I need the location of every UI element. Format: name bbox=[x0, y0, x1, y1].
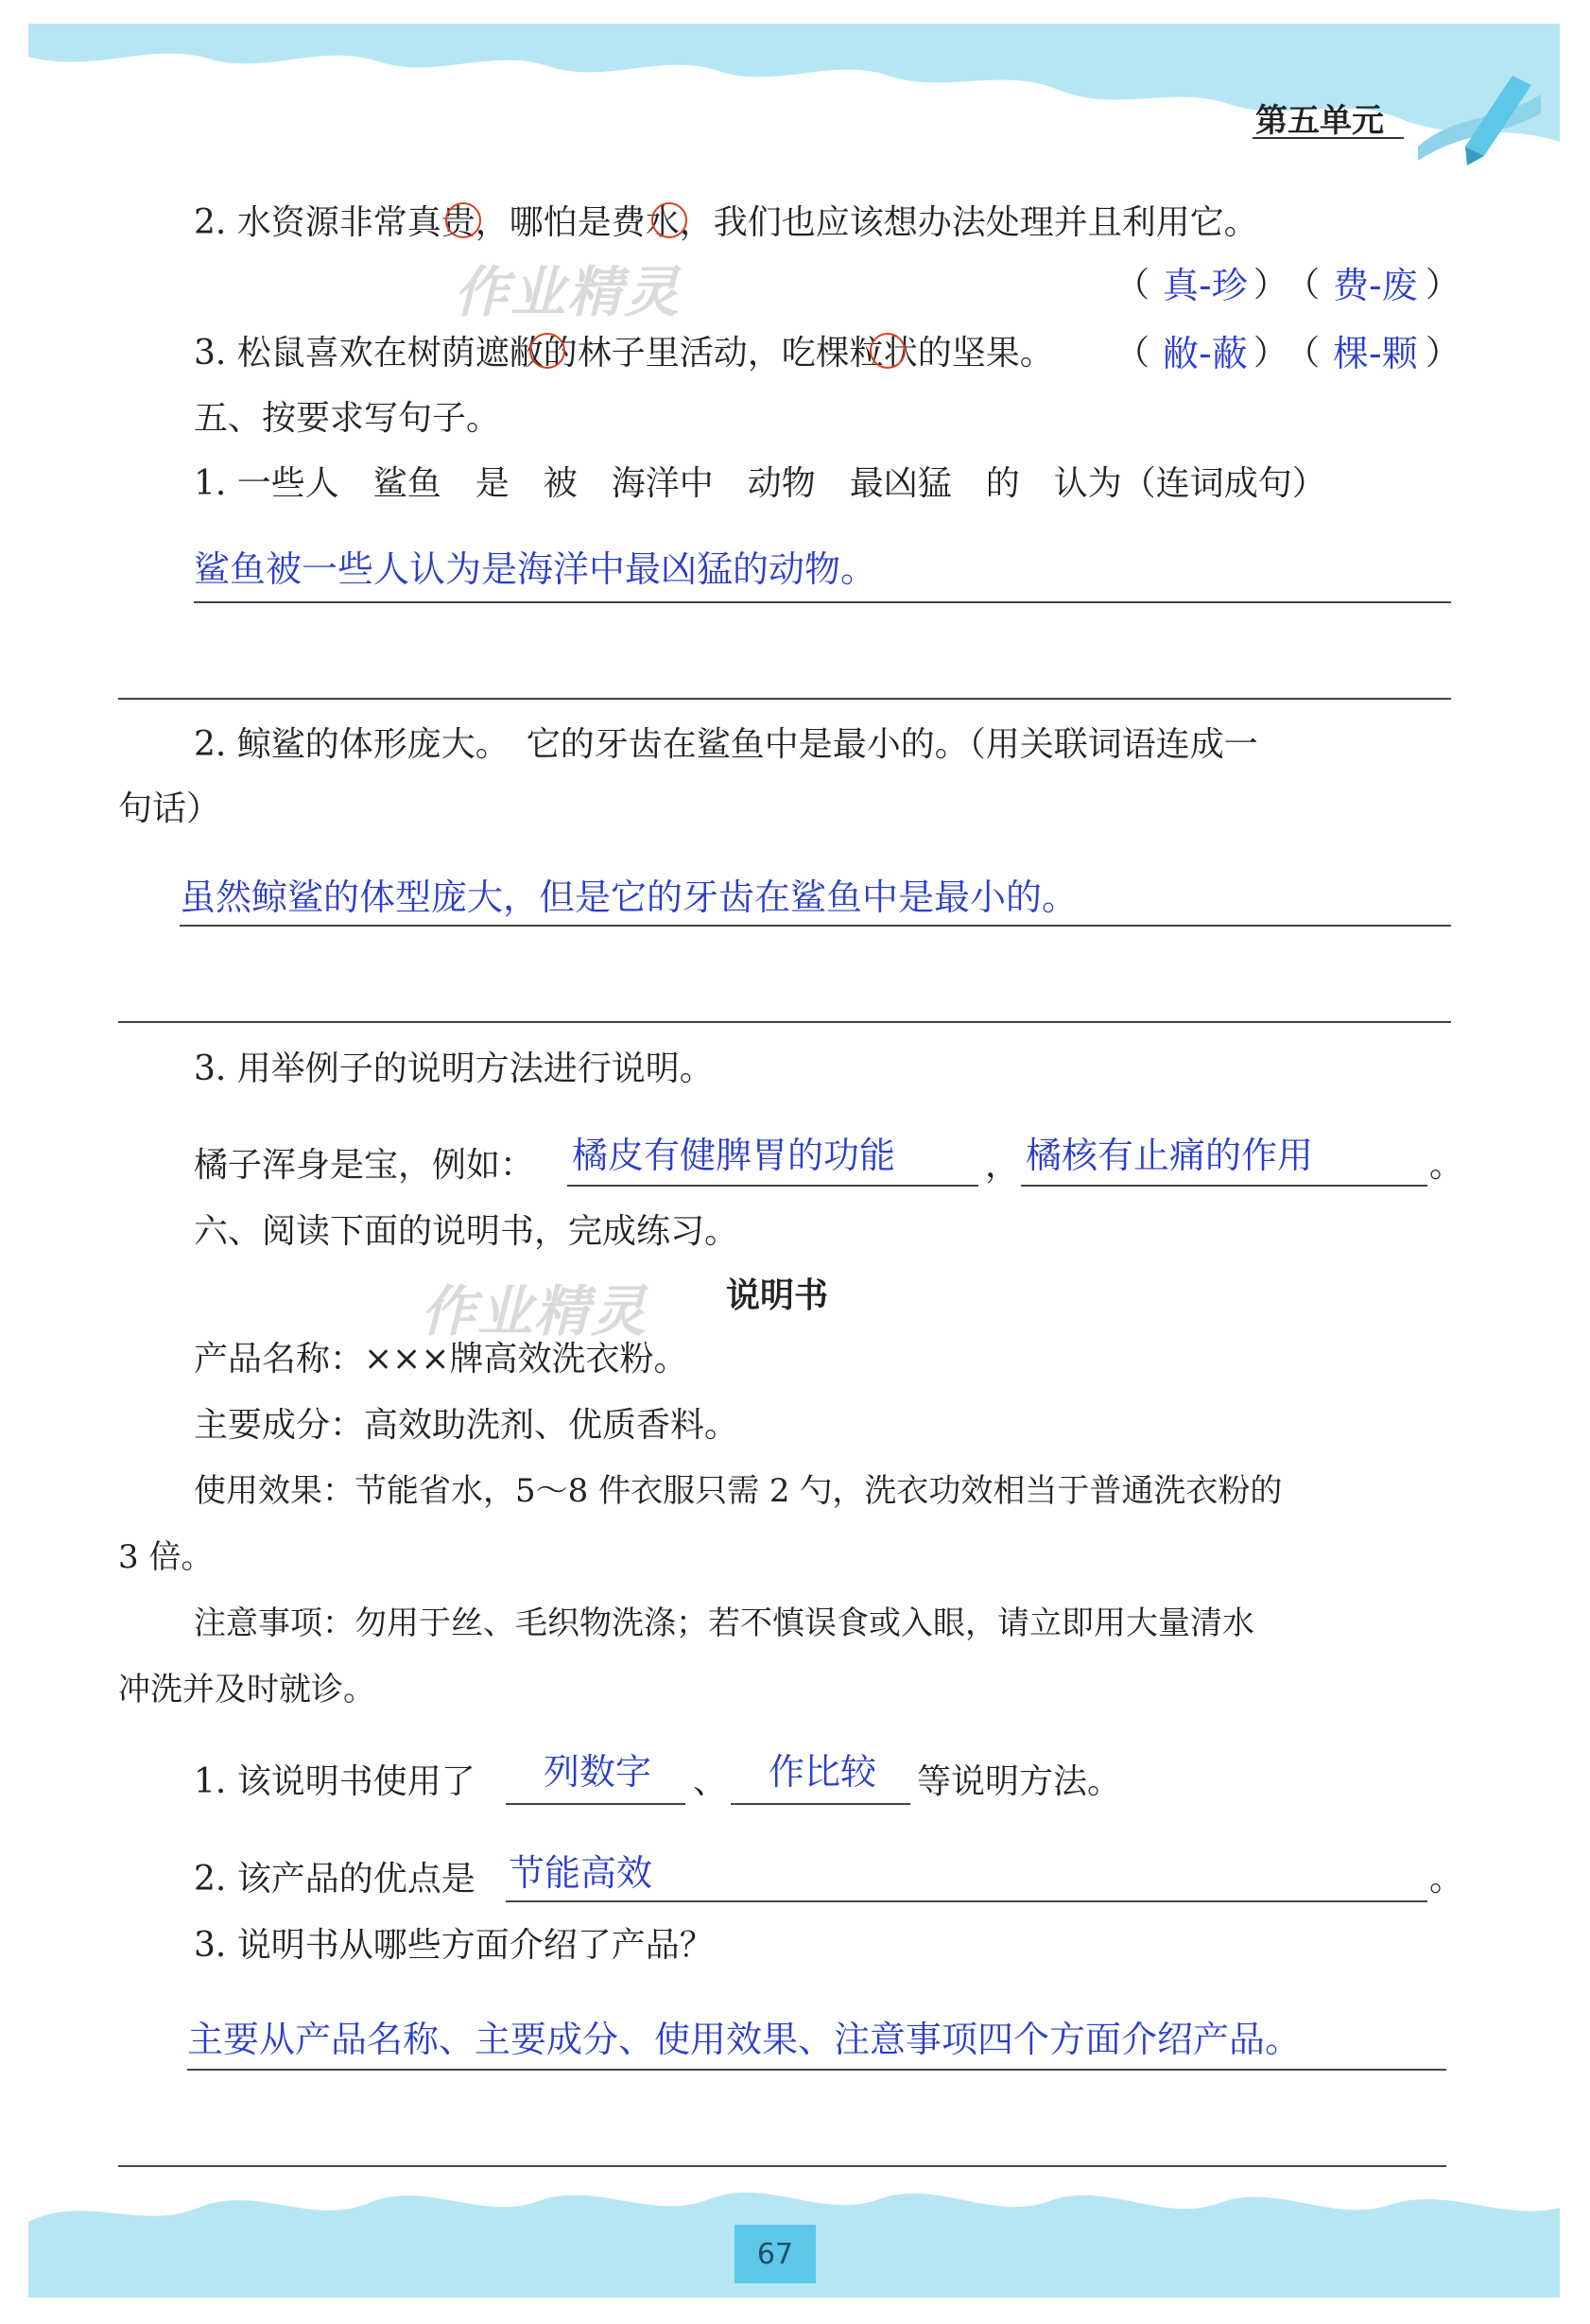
s5-item3-lead: 橘子浑身是宝，例如： bbox=[194, 1146, 535, 1185]
s5-item2-prompt-line1: 2. 鲸鲨的体形庞大。 它的牙齿在鲨鱼中是最小的。（用关联词语连成一 bbox=[194, 725, 1258, 764]
q2-bracket-open: （ bbox=[1286, 266, 1321, 304]
answer-line bbox=[194, 601, 1451, 603]
q2-bracket-close: ） bbox=[1253, 266, 1288, 304]
s6-q3-prompt: 3. 说明书从哪些方面介绍了产品？ bbox=[194, 1926, 714, 1965]
q2-sentence: 2. 水资源非常真贵，哪怕是费水，我们也应该想办法处理并且利用它。 bbox=[194, 203, 1258, 242]
s5-item2-prompt-line2: 句话） bbox=[118, 789, 221, 828]
manual-notes-line2: 冲洗并及时就诊。 bbox=[118, 1671, 375, 1708]
answer-line bbox=[731, 1803, 910, 1805]
q3-answer-2: 棵-颗 bbox=[1333, 333, 1418, 374]
answer-line bbox=[567, 1185, 978, 1187]
s6-q1-sep: 、 bbox=[693, 1762, 728, 1801]
unit-underline bbox=[1253, 137, 1404, 139]
q2-bracket-close: ） bbox=[1426, 266, 1460, 304]
s5-item3-period: 。 bbox=[1429, 1146, 1464, 1185]
answer-line bbox=[180, 925, 1451, 927]
s6-q1-prefix: 1. 该说明书使用了 bbox=[194, 1762, 475, 1801]
answer-line bbox=[118, 698, 1451, 700]
s5-item3-answer-2: 橘核有止痛的作用 bbox=[1026, 1135, 1314, 1176]
manual-product-name: 产品名称：×××牌高效洗衣粉。 bbox=[194, 1340, 688, 1379]
pen-icon bbox=[1409, 57, 1550, 170]
answer-line bbox=[187, 2069, 1446, 2071]
q2-answer-2: 费-废 bbox=[1333, 265, 1418, 306]
s6-q1-answer-2: 作比较 bbox=[769, 1751, 877, 1793]
unit-label: 第五单元 bbox=[1255, 102, 1384, 140]
manual-effect-line1: 使用效果：节能省水，5～8 件衣服只需 2 勺，洗衣功效相当于普通洗衣粉的 bbox=[194, 1472, 1283, 1510]
manual-notes-line1: 注意事项：勿用于丝、毛织物洗涤；若不慎误食或入眼，请立即用大量清水 bbox=[194, 1604, 1254, 1642]
answer-line bbox=[1021, 1185, 1427, 1187]
mark-circle bbox=[651, 202, 687, 238]
section6-title: 六、阅读下面的说明书，完成练习。 bbox=[194, 1212, 739, 1251]
watermark-1: 作业精灵 bbox=[454, 260, 682, 324]
answer-line bbox=[506, 1900, 1427, 1902]
q3-bracket-close: ） bbox=[1426, 334, 1460, 373]
q3-answer-1: 敝-蔽 bbox=[1163, 333, 1248, 374]
page-number: 67 bbox=[756, 2238, 794, 2271]
s6-q2-prefix: 2. 该产品的优点是 bbox=[194, 1860, 475, 1899]
mark-circle bbox=[529, 333, 565, 369]
q3-bracket-close: ） bbox=[1253, 334, 1288, 373]
mark-circle bbox=[870, 333, 906, 369]
q3-bracket-open: （ bbox=[1286, 334, 1321, 373]
s5-item1-prompt: 1. 一些人 鲨鱼 是 被 海洋中 动物 最凶猛 的 认为（连词成句） bbox=[194, 464, 1326, 503]
q2-answer-1: 真-珍 bbox=[1163, 265, 1248, 306]
section5-title: 五、按要求写句子。 bbox=[194, 399, 501, 438]
mark-circle bbox=[445, 202, 481, 238]
manual-title: 说明书 bbox=[726, 1275, 829, 1315]
s6-q3-answer: 主要从产品名称、主要成分、使用效果、注意事项四个方面介绍产品。 bbox=[187, 2019, 1302, 2060]
s5-item2-answer: 虽然鲸鲨的体型庞大，但是它的牙齿在鲨鱼中是最小的。 bbox=[180, 876, 1079, 918]
q3-sentence: 3. 松鼠喜欢在树荫遮敝的林子里活动，吃棵粒状的坚果。 bbox=[194, 334, 1054, 373]
answer-line bbox=[506, 1803, 685, 1805]
s6-q2-period: 。 bbox=[1429, 1860, 1464, 1899]
q2-bracket-open: （ bbox=[1115, 266, 1150, 304]
manual-effect-line2: 3 倍。 bbox=[118, 1538, 214, 1576]
s5-item1-answer: 鲨鱼被一些人认为是海洋中最凶猛的动物。 bbox=[194, 548, 877, 590]
q3-bracket-open: （ bbox=[1115, 334, 1150, 373]
s6-q1-answer-1: 列数字 bbox=[544, 1751, 652, 1793]
answer-line bbox=[118, 1021, 1451, 1023]
s5-item3-prompt: 3. 用举例子的说明方法进行说明。 bbox=[194, 1049, 714, 1088]
s6-q1-suffix: 等说明方法。 bbox=[917, 1762, 1122, 1801]
manual-ingredients: 主要成分：高效助洗剂、优质香料。 bbox=[194, 1406, 739, 1445]
watermark-2: 作业精灵 bbox=[421, 1279, 648, 1344]
s5-item3-answer-1: 橘皮有健脾胃的功能 bbox=[572, 1135, 896, 1176]
s5-item3-comma: ， bbox=[985, 1146, 1020, 1185]
s6-q2-answer: 节能高效 bbox=[509, 1852, 653, 1894]
